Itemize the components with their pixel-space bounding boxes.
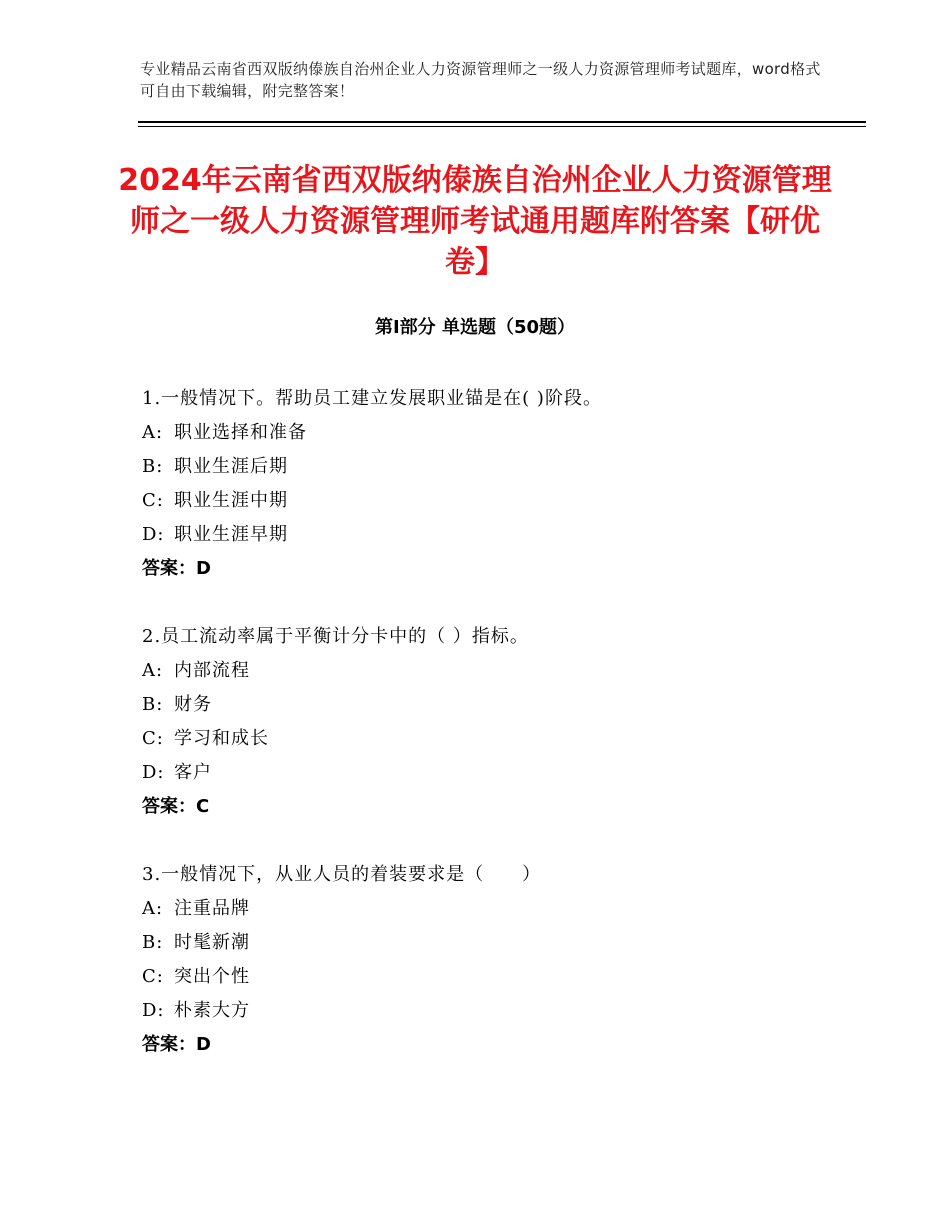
option-letter: A: — [142, 660, 164, 681]
option-letter: C: — [142, 490, 164, 511]
question-stem: 1.一般情况下。帮助员工建立发展职业锚是在( )阶段。 — [142, 388, 602, 409]
header-rule-thin — [138, 126, 866, 127]
answer-line: 答案：D — [142, 558, 211, 579]
header-note: 专业精品云南省西双版纳傣族自治州企业人力资源管理师之一级人力资源管理师考试题库，word格式可自由下载编辑，附完整答案！ — [140, 60, 821, 100]
option-a — [142, 416, 842, 450]
option-c — [142, 722, 842, 756]
option-text: 职业生涯后期 — [174, 456, 288, 477]
option-b — [142, 926, 842, 960]
question-1 — [142, 382, 842, 586]
option-b — [142, 450, 842, 484]
option-letter: D: — [142, 762, 165, 783]
option-text: 朴素大方 — [174, 1000, 250, 1021]
question-3 — [142, 858, 842, 1062]
option-letter: B: — [142, 456, 164, 477]
option-d — [142, 756, 842, 790]
option-text: 职业选择和准备 — [174, 422, 307, 443]
option-letter: A: — [142, 422, 164, 443]
section-heading: 第Ⅰ部分 单选题（50题） — [374, 317, 575, 338]
question-stem: 3.一般情况下，从业人员的着装要求是（ ） — [142, 864, 542, 885]
option-a — [142, 654, 842, 688]
option-text: 突出个性 — [174, 966, 250, 987]
option-text: 注重品牌 — [174, 898, 250, 919]
option-text: 职业生涯中期 — [174, 490, 288, 511]
option-letter: D: — [142, 1000, 165, 1021]
option-text: 客户 — [174, 762, 212, 783]
answer-line: 答案：C — [142, 796, 210, 817]
option-text: 学习和成长 — [174, 728, 269, 749]
option-letter: D: — [142, 524, 165, 545]
option-text: 职业生涯早期 — [174, 524, 288, 545]
answer-line: 答案：D — [142, 1034, 211, 1055]
option-letter: B: — [142, 932, 164, 953]
option-text: 时髦新潮 — [174, 932, 250, 953]
option-letter: B: — [142, 694, 164, 715]
question-list — [142, 382, 842, 1096]
option-text: 内部流程 — [174, 660, 250, 681]
option-b — [142, 688, 842, 722]
option-d — [142, 994, 842, 1028]
option-d — [142, 518, 842, 552]
option-letter: C: — [142, 728, 164, 749]
option-c — [142, 960, 842, 994]
header-rule-thick — [138, 121, 866, 123]
option-c — [142, 484, 842, 518]
option-a — [142, 892, 842, 926]
document-title: 2024年云南省西双版纳傣族自治州企业人力资源管理师之一级人力资源管理师考试通用题库附答案【研优卷】 — [118, 163, 832, 280]
question-stem: 2.员工流动率属于平衡计分卡中的（ ）指标。 — [142, 626, 529, 647]
option-letter: C: — [142, 966, 164, 987]
option-text: 财务 — [174, 694, 212, 715]
option-letter: A: — [142, 898, 164, 919]
question-2 — [142, 620, 842, 824]
